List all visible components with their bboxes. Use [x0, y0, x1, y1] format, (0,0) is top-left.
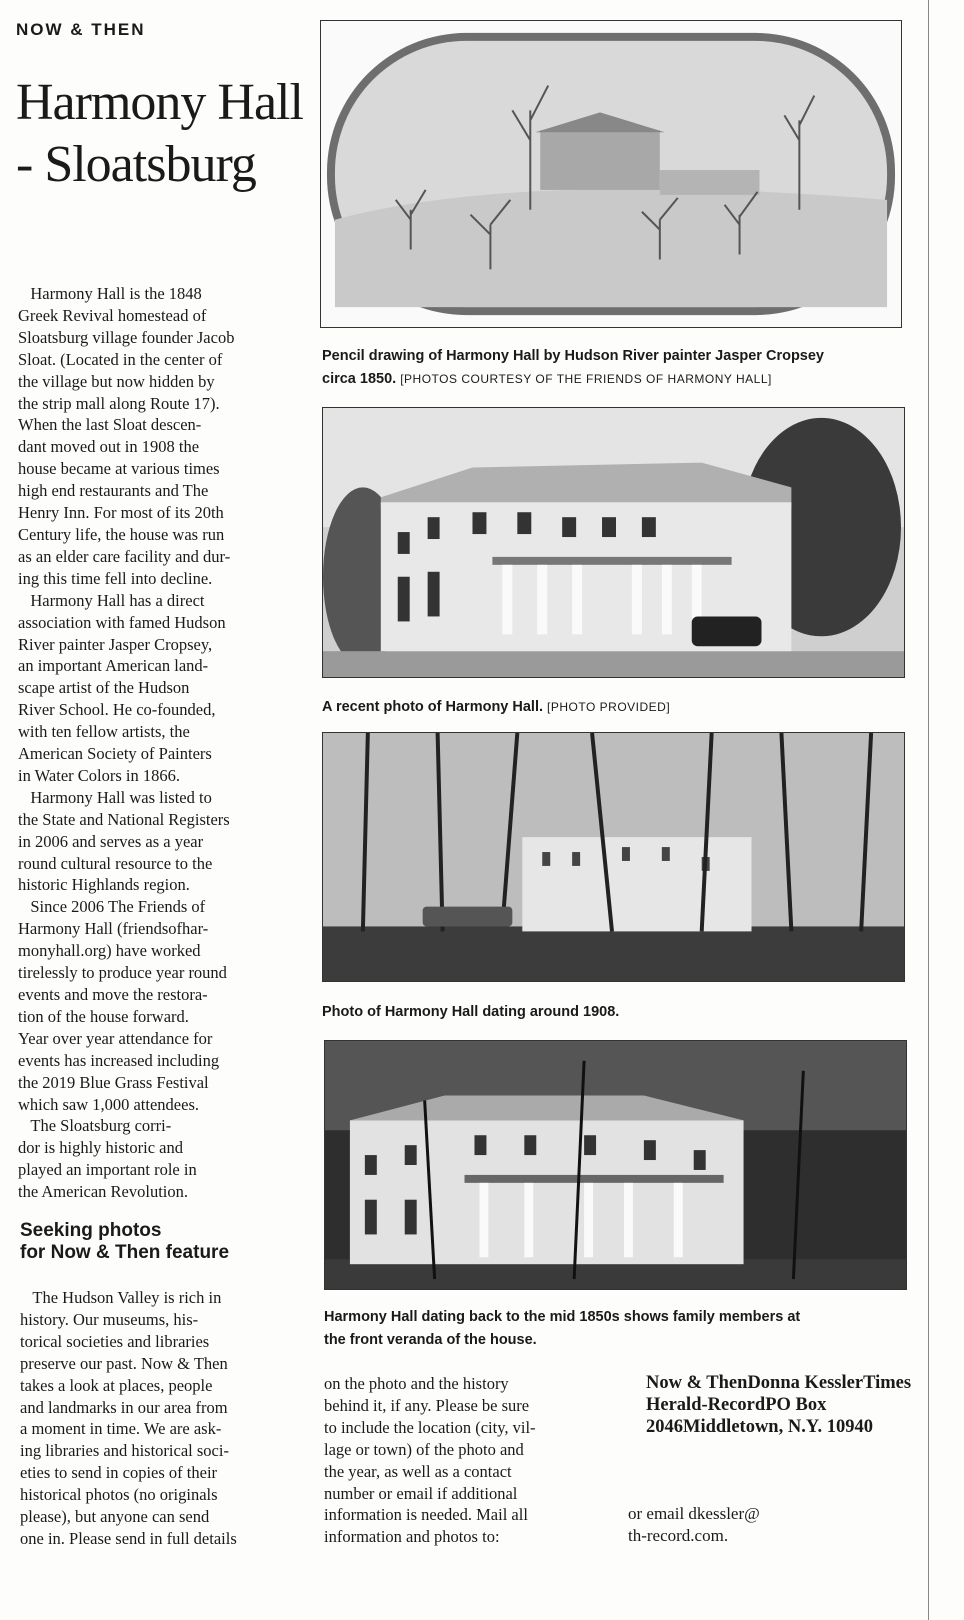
- sidebar-line: information and photos to:: [324, 1527, 500, 1547]
- caption-text: A recent photo of Harmony Hall.: [322, 699, 544, 715]
- article-line: with ten fellow artists, the: [18, 722, 190, 742]
- sidebar-line: the year, as well as a contact: [324, 1461, 512, 1481]
- sidebar-line: history. Our museums, his-: [20, 1309, 199, 1329]
- article-line: tirelessly to produce year round: [18, 963, 227, 983]
- sidebar-line: takes a look at places, people: [20, 1375, 213, 1395]
- address-line: Middletown, N.Y. 10940: [683, 1417, 873, 1437]
- sidebar-line: torical societies and libraries: [20, 1331, 210, 1351]
- caption-1850s: [324, 1306, 914, 1352]
- article-line: events has increased including: [18, 1050, 220, 1070]
- article-line: Harmony Hall was listed to: [18, 787, 212, 807]
- sidebar-line: please), but anyone can send: [20, 1507, 210, 1527]
- article-line: as an elder care facility and dur-: [18, 546, 231, 566]
- sidebar-text-col1: [20, 1287, 312, 1550]
- article-line: Harmony Hall has a direct: [18, 590, 205, 610]
- section-kicker: NOW & THEN: [16, 20, 146, 39]
- sidebar-line: lage or town) of the photo and: [324, 1439, 524, 1459]
- sidebar-text-col2: [324, 1373, 614, 1548]
- article-line: historic Highlands region.: [18, 875, 190, 895]
- headline: Harmony Hall - Sloatsburg: [16, 74, 303, 193]
- sidebar-heading-line: for Now & Then feature: [20, 1242, 230, 1263]
- sidebar-line: one in. Please send in full details: [20, 1528, 237, 1548]
- photo-1908: [322, 732, 905, 982]
- sidebar-heading: [20, 1220, 305, 1264]
- sidebar-line: a moment in time. We are ask-: [20, 1419, 222, 1439]
- article-line: When the last Sloat descen-: [18, 415, 202, 435]
- photo-1850s: [324, 1040, 907, 1290]
- sidebar-line: information is needed. Mail all: [324, 1505, 528, 1525]
- mailing-address: [646, 1372, 916, 1438]
- caption-text: the front veranda of the house.: [324, 1332, 537, 1348]
- caption-text: circa 1850.: [322, 371, 397, 387]
- sidebar-line: ing libraries and historical soci-: [20, 1441, 229, 1461]
- caption-1908: [322, 1001, 912, 1024]
- article-line: ing this time fell into decline.: [18, 568, 213, 588]
- article-line: round cultural resource to the: [18, 853, 213, 873]
- email-contact: [628, 1503, 908, 1547]
- article-line: the 2019 Blue Grass Festival: [18, 1072, 209, 1092]
- caption-text: Harmony Hall dating back to the mid 1850s shows family members at: [324, 1309, 801, 1325]
- photo-recent: [322, 407, 905, 678]
- address-line: Donna Kessler: [747, 1373, 864, 1393]
- article-line: Since 2006 The Friends of: [18, 897, 206, 917]
- article-line: in Water Colors in 1866.: [18, 765, 180, 785]
- email-line: or email dkessler@: [628, 1504, 760, 1523]
- article-line: which saw 1,000 attendees.: [18, 1094, 199, 1114]
- article-line: house became at various times: [18, 459, 220, 479]
- article-line: the American Revolution.: [18, 1182, 189, 1202]
- sidebar-line: The Hudson Valley is rich in: [20, 1288, 222, 1307]
- article-body: [18, 283, 310, 1203]
- article-line: monyhall.org) have worked: [18, 941, 201, 961]
- caption-text: Photo of Harmony Hall dating around 1908.: [322, 1004, 620, 1020]
- article-line: The Sloatsburg corri-: [18, 1116, 172, 1136]
- article-line: Harmony Hall (friendsofhar-: [18, 919, 209, 939]
- article-line: Year over year attendance for: [18, 1028, 213, 1048]
- article-line: an important American land-: [18, 656, 209, 676]
- article-line: Sloatsburg village founder Jacob: [18, 327, 235, 347]
- sidebar-line: historical photos (no originals: [20, 1485, 218, 1505]
- sidebar-line: and landmarks in our area from: [20, 1397, 228, 1417]
- article-line: events and move the restora-: [18, 985, 208, 1004]
- article-line: in 2006 and serves as a year: [18, 831, 204, 851]
- sidebar-line: on the photo and the history: [324, 1374, 509, 1393]
- article-line: high end restaurants and The: [18, 481, 209, 501]
- article-line: Century life, the house was run: [18, 524, 225, 544]
- article-line: the State and National Registers: [18, 809, 230, 829]
- article-line: Greek Revival homestead of: [18, 305, 207, 325]
- article-line: scape artist of the Hudson: [18, 678, 190, 698]
- article-line: Harmony Hall is the 1848: [18, 284, 202, 303]
- photo-credit: [PHOTO PROVIDED]: [547, 700, 671, 714]
- sidebar-line: number or email if additional: [324, 1483, 518, 1503]
- article-line: the village but now hidden by: [18, 371, 215, 391]
- article-line: River painter Jasper Cropsey,: [18, 634, 213, 654]
- caption-text: Pencil drawing of Harmony Hall by Hudson River painter Jasper Cropsey: [322, 348, 824, 364]
- sidebar-line: preserve our past. Now & Then: [20, 1353, 228, 1373]
- photo-pencil-drawing: [320, 20, 902, 328]
- article-line: Henry Inn. For most of its 20th: [18, 503, 224, 523]
- article-line: River School. He co-founded,: [18, 700, 216, 720]
- address-line: Now & Then: [646, 1373, 748, 1393]
- article-line: dant moved out in 1908 the: [18, 437, 200, 457]
- address-line: PO Box 2046: [646, 1395, 827, 1437]
- sidebar-line: to include the location (city, vil-: [324, 1417, 536, 1437]
- address-line: Times Herald-Record: [646, 1373, 912, 1415]
- article-line: association with famed Hudson: [18, 612, 226, 632]
- article-line: tion of the house forward.: [18, 1006, 189, 1026]
- caption-recent: [322, 696, 912, 719]
- article-line: Sloat. (Located in the center of: [18, 349, 223, 369]
- sidebar-heading-line: Seeking photos: [20, 1220, 162, 1241]
- sidebar-line: behind it, if any. Please be sure: [324, 1395, 530, 1415]
- article-line: played an important role in: [18, 1160, 197, 1180]
- article-line: the strip mall along Route 17).: [18, 393, 220, 413]
- email-line: th-record.com.: [628, 1526, 729, 1545]
- article-line: American Society of Painters: [18, 744, 212, 764]
- photo-credit: [PHOTOS COURTESY OF THE FRIENDS OF HARMONY HALL]: [400, 372, 772, 386]
- article-line: dor is highly historic and: [18, 1138, 183, 1158]
- caption-pencil-drawing: [322, 345, 912, 391]
- column-rule: [928, 0, 929, 1620]
- sidebar-line: eties to send in copies of their: [20, 1463, 218, 1483]
